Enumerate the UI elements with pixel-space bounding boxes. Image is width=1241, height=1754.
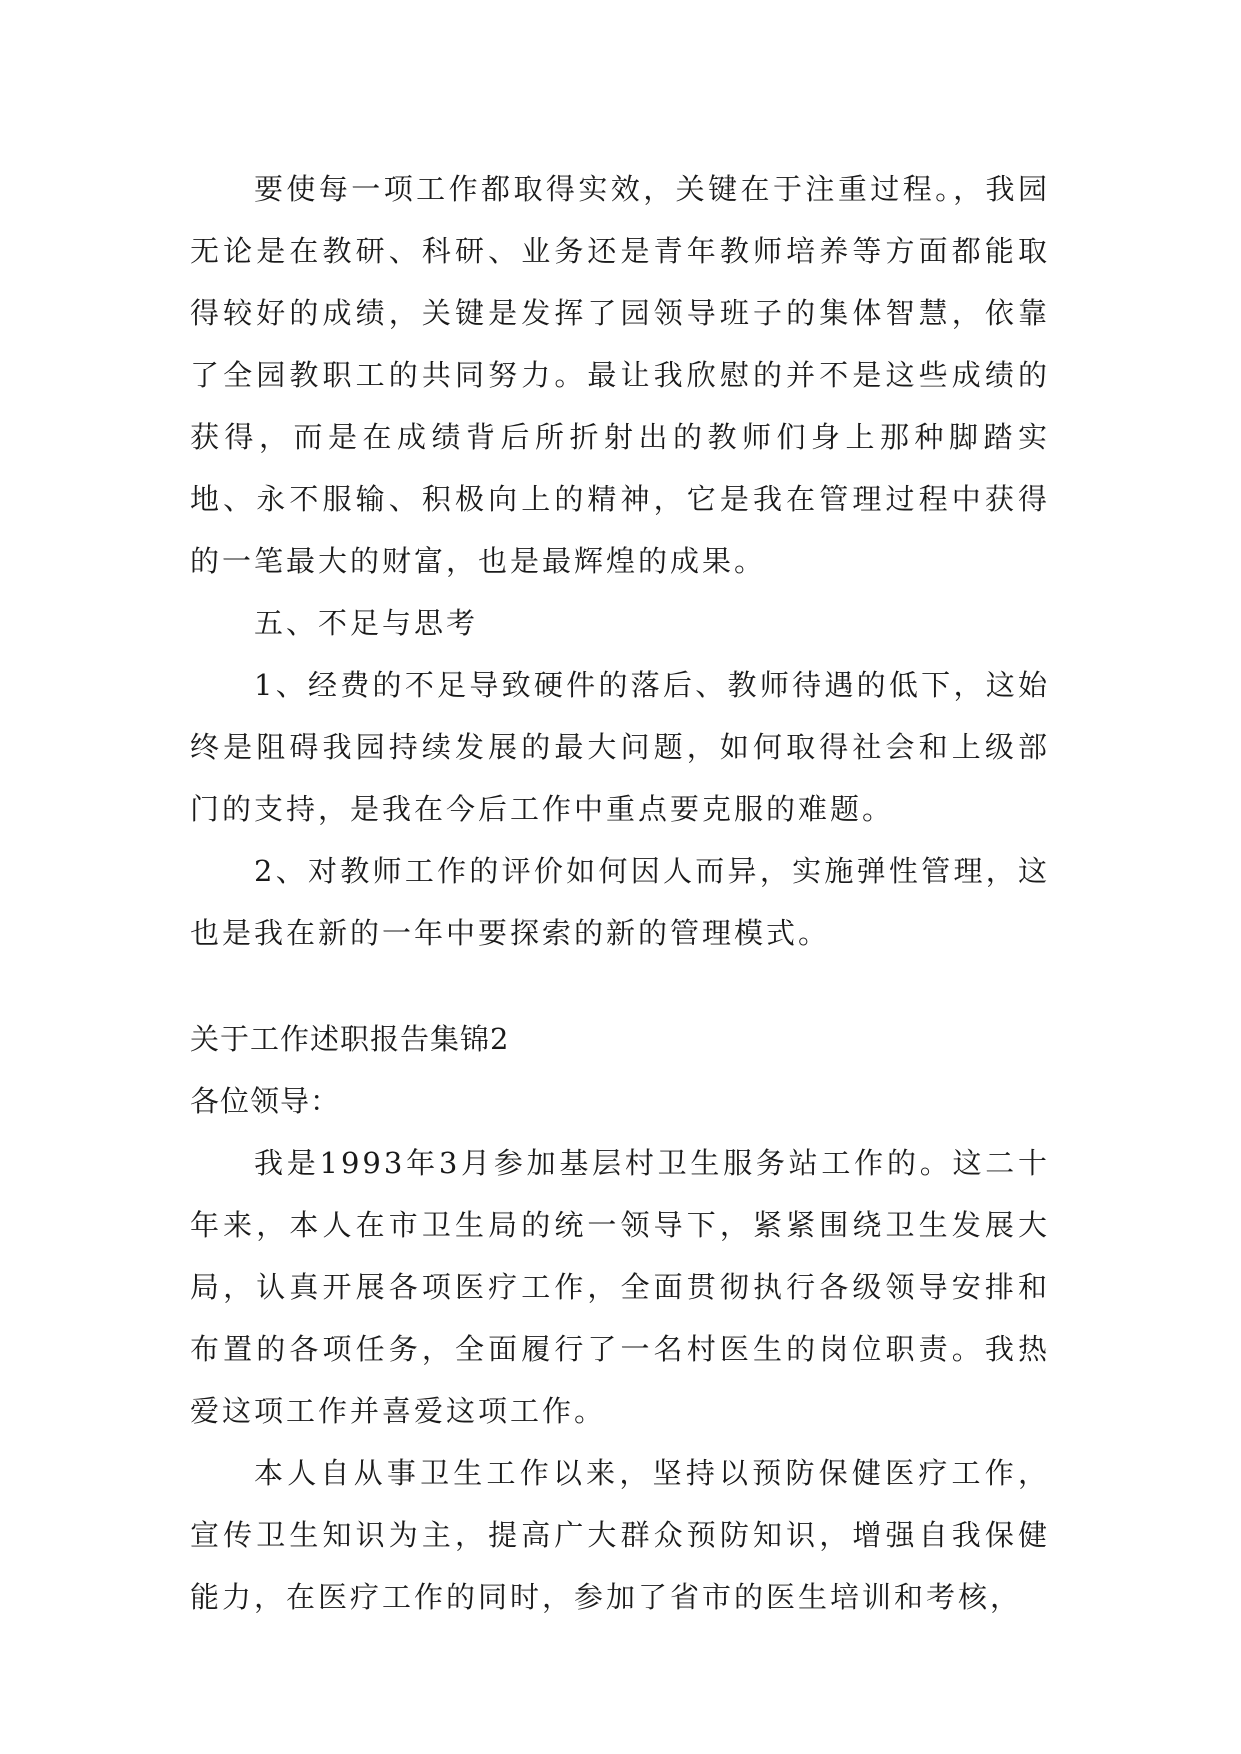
section-heading-shortcomings: 五、不足与思考 [254,606,479,640]
document-body [190,158,1050,1628]
paragraph-work-summary: 本人自从事卫生工作以来，坚持以预防保健医疗工作，宣传卫生知识为主，提高广大群众预防知识，增强自我保健能力，在医疗工作的同时，参加了省市的医生培训和考核， [190,1456,1050,1614]
paragraph-point-2: 2、对教师工作的评价如何因人而异，实施弹性管理，这也是我在新的一年中要探索的新的管理模式。 [190,854,1050,950]
paragraph-achievements: 要使每一项工作都取得实效，关键在于注重过程。，我园无论是在教研、科研、业务还是青年教师培养等方面都能取得较好的成绩，关键是发挥了园领导班子的集体智慧，依靠了全园教职工的共同努力。最让我欣慰的并不是这些成绩的获得，而是在成绩背后所折射出的教师们身上那种脚踏实地、永不服输、积极向上的精神，它是我在管理过程中获得的一笔最大的财富，也是最辉煌的成果。 [190,172,1050,578]
paragraph-introduction: 我是1993年3月参加基层村卫生服务站工作的。这二十年来，本人在市卫生局的统一领导下，紧紧围绕卫生发展大局，认真开展各项医疗工作，全面贯彻执行各级领导安排和布置的各项任务，全面履行了一名村医生的岗位职责。我热爱这项工作并喜爱这项工作。 [190,1146,1050,1428]
section-title: 关于工作述职报告集锦2 [190,1022,510,1056]
salutation: 各位领导： [190,1084,341,1118]
paragraph-point-1: 1、经费的不足导致硬件的落后、教师待遇的低下，这始终是阻碍我园持续发展的最大问题，如何取得社会和上级部门的支持，是我在今后工作中重点要克服的难题。 [190,668,1050,826]
